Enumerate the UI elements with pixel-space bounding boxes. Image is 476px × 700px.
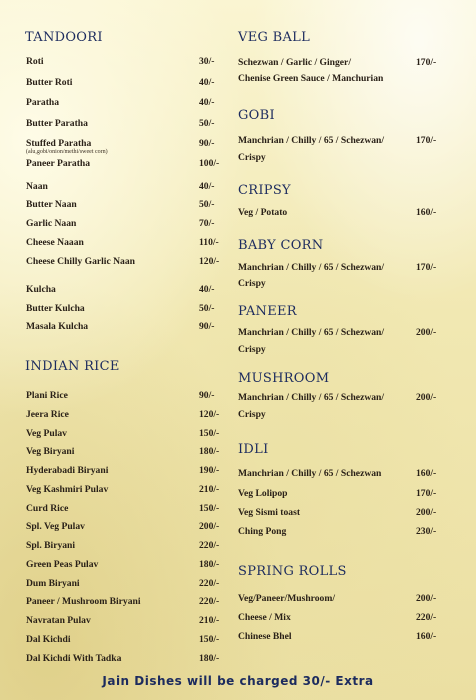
cripsy-title: CRIPSY [238,183,291,198]
gobi-price: 170/- [416,135,437,146]
menu-item-price: 70/- [199,218,215,229]
menu-item-name: Veg Lolipop [238,488,288,499]
mushroom-price: 200/- [416,392,437,403]
mushroom-title: MUSHROOM [238,371,330,386]
veg-ball-line1: Schezwan / Garlic / Ginger/ [238,57,351,68]
menu-item-name: Chinese Bhel [238,631,292,642]
baby-corn-line2: Crispy [238,278,266,289]
menu-item-name: Butter Kulcha [26,303,85,314]
menu-item-price: 220/- [199,596,220,607]
menu-item-price: 120/- [199,256,220,267]
menu-item-price: 90/- [199,138,215,149]
veg-ball-price: 170/- [416,57,437,68]
menu-item-name: Veg Kashmiri Pulav [26,484,109,495]
baby-corn-title: BABY CORN [238,238,324,253]
menu-item-name: Cheese / Mix [238,612,291,623]
menu-item-price: 220/- [199,540,220,551]
menu-item-price: 200/- [416,507,437,518]
menu-item-name: Green Peas Pulav [26,559,99,570]
menu-item-price: 170/- [416,488,437,499]
menu-item-note: (alu,gobi/onion/methi/sweet corn) [26,149,108,155]
paneer-line2: Crispy [238,344,266,355]
gobi-line2: Crispy [238,152,266,163]
menu-item-name: Butter Roti [26,77,73,88]
menu-item-price: 210/- [199,615,220,626]
cripsy-line1: Veg / Potato [238,207,288,218]
menu-item-price: 40/- [199,284,215,295]
menu-item-price: 120/- [199,409,220,420]
menu-item-name: Veg Sismi toast [238,507,301,518]
menu-item-name: Paratha [26,97,60,108]
menu-item-price: 160/- [416,631,437,642]
menu-item-name: Spl. Biryani [26,540,76,551]
jain-dishes-note: Jain Dishes will be charged 30/- Extra [102,674,374,688]
menu-item-price: 180/- [199,446,220,457]
menu-item-price: 90/- [199,390,215,401]
menu-item-name: Jeera Rice [26,409,69,420]
menu-item-name: Navratan Pulav [26,615,91,626]
menu-item-price: 220/- [199,578,220,589]
gobi-line1: Manchrian / Chilly / 65 / Schezwan/ [238,135,385,146]
menu-item-name: Curd Rice [26,503,69,514]
cripsy-price: 160/- [416,207,437,218]
menu-item-name: Dal Kichdi With Tadka [26,653,122,664]
menu-item-price: 50/- [199,303,215,314]
menu-item-name: Garlic Naan [26,218,77,229]
menu-item-price: 180/- [199,653,220,664]
menu-item-price: 230/- [416,526,437,537]
gobi-title: GOBI [238,108,275,123]
menu-item-name: Veg/Paneer/Mushroom/ [238,593,335,604]
menu-item-price: 150/- [199,503,220,514]
menu-item-name: Cheese Naaan [26,237,84,248]
menu-item-price: 160/- [416,468,437,479]
menu-item-price: 40/- [199,97,215,108]
menu-item-price: 200/- [199,521,220,532]
menu-item-price: 50/- [199,118,215,129]
spring-rolls-title: SPRING ROLLS [238,564,347,579]
baby-corn-line1: Manchrian / Chilly / 65 / Schezwan/ [238,262,385,273]
mushroom-line1: Manchrian / Chilly / 65 / Schezwan/ [238,392,385,403]
baby-corn-price: 170/- [416,262,437,273]
menu-item-name: Ching Pong [238,526,287,537]
menu-item-name: Masala Kulcha [26,321,89,332]
tandoori-title: TANDOORI [25,30,103,45]
menu-item-price: 30/- [199,56,215,67]
paneer-title: PANEER [238,304,297,319]
menu-item-name: Veg Biryani [26,446,75,457]
menu-item-price: 190/- [199,465,220,476]
paneer-price: 200/- [416,327,437,338]
mushroom-line2: Crispy [238,409,266,420]
menu-item-price: 150/- [199,428,220,439]
menu-item-price: 50/- [199,199,215,210]
menu-item-price: 40/- [199,77,215,88]
menu-item-price: 100/- [199,158,220,169]
menu-item-name: Naan [26,181,48,192]
menu-item-price: 210/- [199,484,220,495]
menu-item-name: Manchrian / Chilly / 65 / Schezwan [238,468,382,479]
veg-ball-line2: Chenise Green Sauce / Manchurian [238,73,384,84]
menu-item-name: Dum Biryani [26,578,80,589]
menu-item-price: 200/- [416,593,437,604]
menu-item-name: Kulcha [26,284,56,295]
menu-item-name: Roti [26,56,44,67]
menu-item-name: Hyderabadi Biryani [26,465,109,476]
veg-ball-title: VEG BALL [238,30,311,45]
menu-item-name: Butter Naan [26,199,77,210]
idli-title: IDLI [238,442,269,457]
menu-item-name: Stuffed Paratha [26,138,92,149]
menu-item-price: 40/- [199,181,215,192]
menu-item-name: Paneer / Mushroom Biryani [26,596,141,607]
menu-item-name: Dal Kichdi [26,634,71,645]
menu-item-price: 110/- [199,237,219,248]
menu-item-name: Paneer Paratha [26,158,91,169]
menu-item-price: 90/- [199,321,215,332]
menu-item-name: Cheese Chilly Garlic Naan [26,256,135,267]
menu-item-name: Butter Paratha [26,118,88,129]
menu-item-name: Spl. Veg Pulav [26,521,85,532]
indian-rice-title: INDIAN RICE [25,359,120,374]
menu-item-name: Veg Pulav [26,428,67,439]
menu-item-price: 150/- [199,634,220,645]
menu-item-name: Plani Rice [26,390,68,401]
menu-item-price: 180/- [199,559,220,570]
menu-item-price: 220/- [416,612,437,623]
paneer-line1: Manchrian / Chilly / 65 / Schezwan/ [238,327,385,338]
